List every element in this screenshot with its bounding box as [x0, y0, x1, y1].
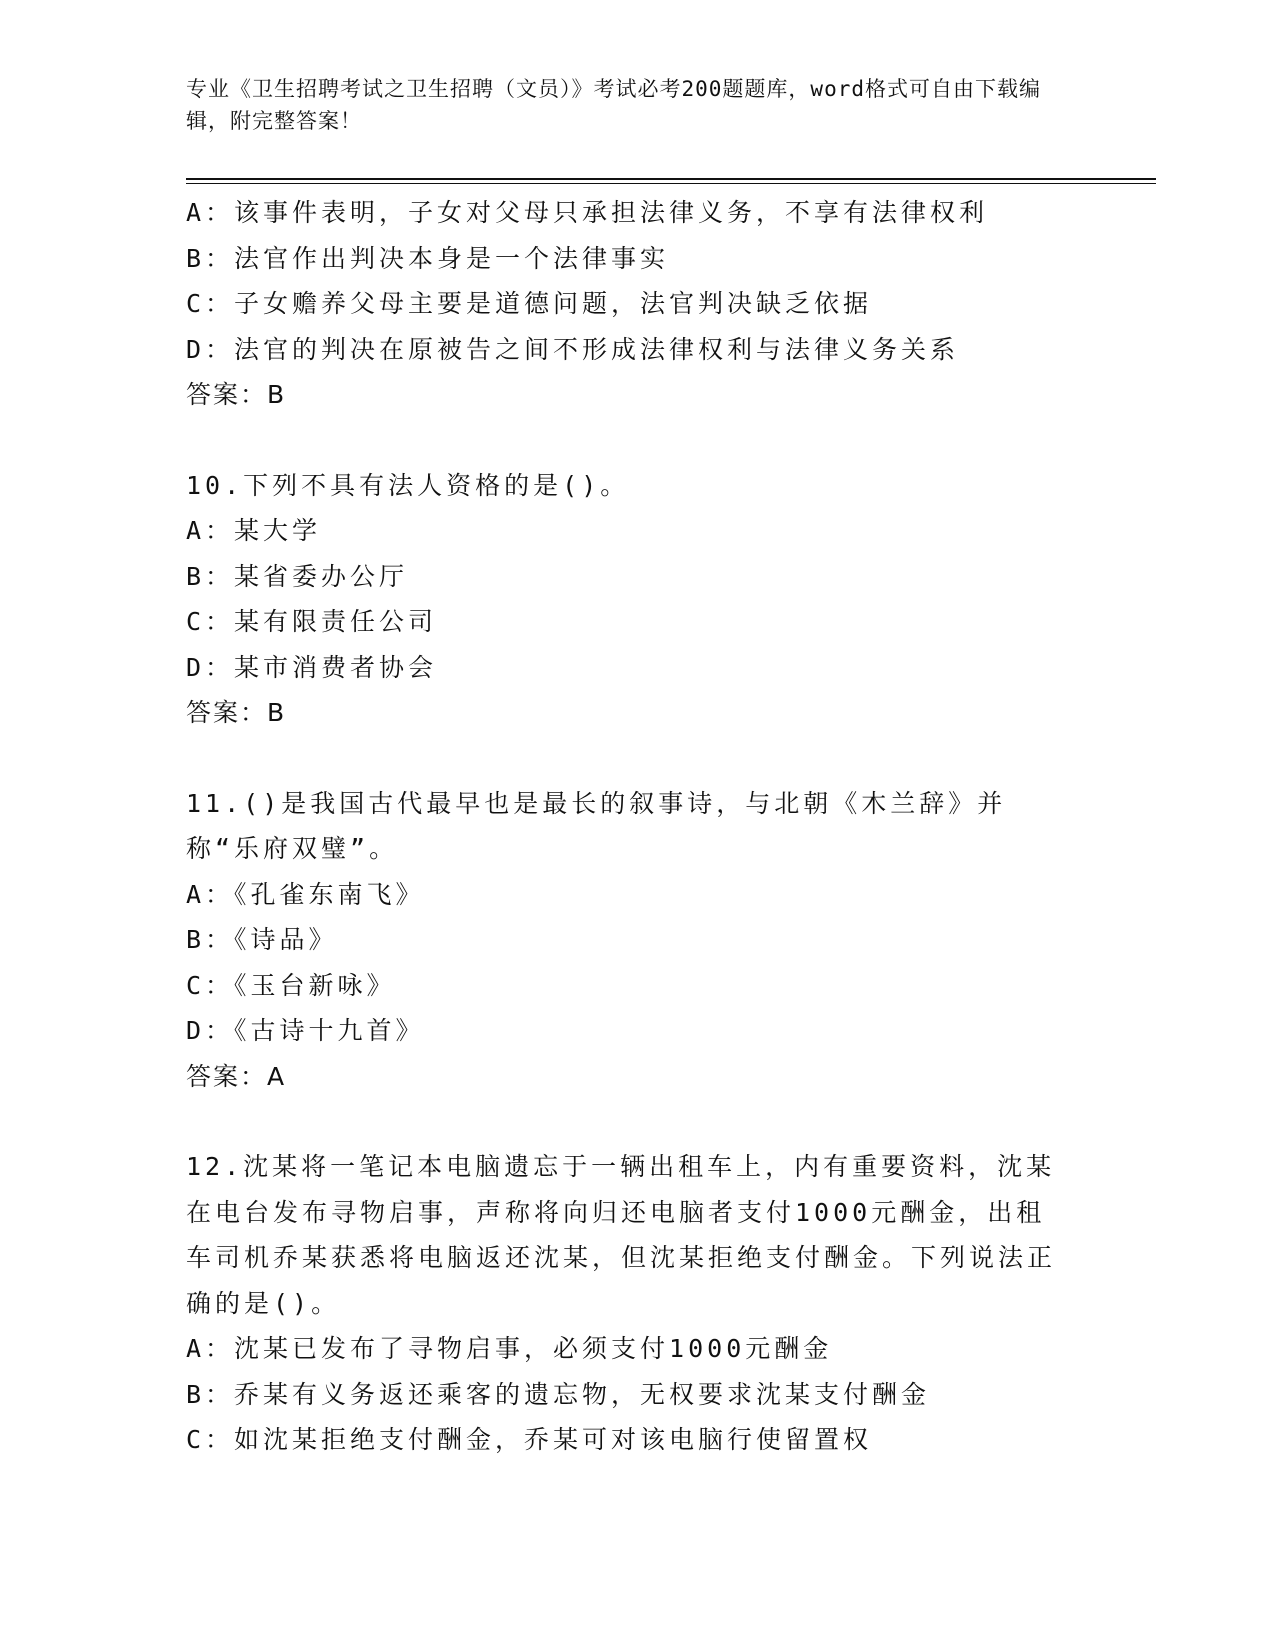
option-c: C：《玉台新咏》: [186, 970, 396, 1000]
question-text: 11.()是我国古代最早也是最长的叙事诗，与北朝《木兰辞》并称“乐府双璧”。: [186, 788, 1007, 863]
spacer: [186, 736, 1086, 781]
option-d: D：某市消费者协会: [186, 652, 438, 682]
answer-label: 答案：B: [186, 380, 287, 409]
option-c: C：如沈某拒绝支付酬金，乔某可对该电脑行使留置权: [186, 1425, 873, 1454]
question-9: [186, 190, 1086, 418]
option-d: D：《古诗十九首》: [186, 1016, 425, 1045]
option-c: C：子女赡养父母主要是道德问题，法官判决缺乏依据: [186, 289, 873, 318]
option-a: A：该事件表明，子女对父母只承担法律义务，不享有法律权利: [186, 198, 989, 227]
question-11: [186, 781, 1086, 1100]
header-divider-thick: [186, 178, 1156, 180]
option-c: C：某有限责任公司: [186, 607, 438, 636]
option-b: B：乔某有义务返还乘客的遗忘物，无权要求沈某支付酬金: [186, 1379, 931, 1409]
option-b: B：某省委办公厅: [186, 561, 409, 591]
question-text: 12.沈某将一笔记本电脑遗忘于一辆出租车上，内有重要资料，沈某在电台发布寻物启事，声称将向归还电脑者支付1000元酬金，出租车司机乔某获悉将电脑返还沈某，但沈某拒绝支付酬金。下列说法正确的是()。: [186, 1152, 1057, 1318]
question-text: 10.下列不具有法人资格的是()。: [186, 470, 630, 500]
document-header: 专业《卫生招聘考试之卫生招聘（文员）》考试必考200题题库，word格式可自由下载编辑，附完整答案！: [186, 77, 1041, 133]
question-list: [186, 190, 1086, 1463]
option-b: B：法官作出判决本身是一个法律事实: [186, 243, 670, 273]
answer-label: 答案：B: [186, 698, 287, 727]
spacer: [186, 418, 1086, 463]
question-12: [186, 1144, 1086, 1463]
answer-label: 答案：A: [186, 1061, 287, 1091]
option-a: A：某大学: [186, 516, 322, 545]
option-d: D：法官的判决在原被告之间不形成法律权利与法律义务关系: [186, 334, 960, 364]
option-b: B：《诗品》: [186, 925, 338, 954]
option-a: A：沈某已发布了寻物启事，必须支付1000元酬金: [186, 1334, 833, 1363]
spacer: [186, 1099, 1086, 1144]
header-divider-thin: [186, 183, 1156, 184]
question-10: [186, 463, 1086, 736]
option-a: A：《孔雀东南飞》: [186, 879, 425, 909]
